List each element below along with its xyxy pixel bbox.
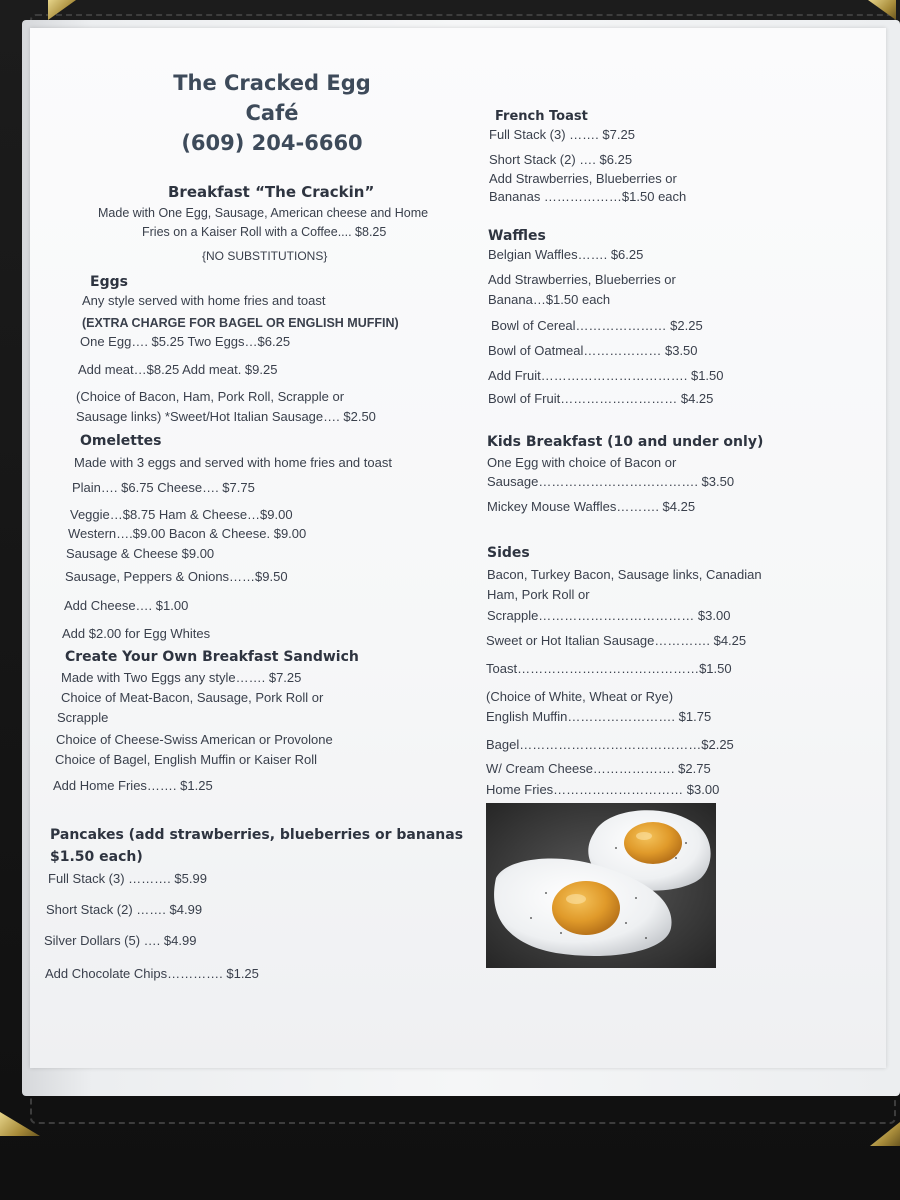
omelettes-line-3: Veggie…$8.75 Ham & Cheese…$9.00	[70, 507, 293, 522]
waffles-line-1: Belgian Waffles……. $6.25	[488, 247, 644, 262]
french-toast-heading: French Toast	[495, 109, 588, 124]
sandwich-heading: Create Your Own Breakfast Sandwich	[65, 649, 359, 665]
fried-eggs-photo	[486, 803, 716, 968]
sides-line-6: (Choice of White, Wheat or Rye)	[486, 689, 674, 704]
sides-line-5: Toast……………………………………$1.50	[486, 661, 732, 676]
omelettes-line-2: Plain…. $6.75 Cheese…. $7.75	[72, 480, 255, 495]
sandwich-line-2: Choice of Meat-Bacon, Sausage, Pork Roll or	[61, 690, 324, 705]
waffles-line-7: Bowl of Fruit……………………… $4.25	[488, 391, 714, 406]
restaurant-name-cafe: Café	[245, 101, 299, 125]
pancakes-line-2: Short Stack (2) ……. $4.99	[46, 902, 203, 917]
sides-line-4: Sweet or Hot Italian Sausage…………. $4.25	[486, 633, 747, 648]
kids-line-2: Sausage………………………………. $3.50	[487, 474, 735, 489]
sides-line-3: Scrapple……………………………… $3.00	[487, 608, 731, 623]
french-toast-line-3: Add Strawberries, Blueberries or	[489, 171, 677, 186]
omelettes-line-8: Add $2.00 for Egg Whites	[62, 626, 211, 641]
crackin-note: {NO SUBSTITUTIONS}	[202, 249, 328, 263]
kids-heading: Kids Breakfast (10 and under only)	[487, 434, 764, 450]
waffles-heading: Waffles	[488, 228, 546, 244]
fried-eggs-illustration	[486, 803, 716, 968]
omelettes-heading: Omelettes	[80, 433, 162, 449]
sandwich-line-3: Scrapple	[57, 710, 109, 725]
french-toast-line-2: Short Stack (2) …. $6.25	[489, 152, 633, 167]
eggs-line-4: Add meat…$8.25 Add meat. $9.25	[78, 362, 278, 377]
eggs-line-5: (Choice of Bacon, Ham, Pork Roll, Scrapple or	[76, 389, 345, 404]
pancakes-line-4: Add Chocolate Chips…………. $1.25	[45, 966, 259, 981]
waffles-line-5: Bowl of Oatmeal……………… $3.50	[488, 343, 698, 358]
waffles-line-4: Bowl of Cereal………………… $2.25	[491, 318, 703, 333]
pancakes-heading: Pancakes (add strawberries, blueberries or bananas	[50, 827, 464, 843]
restaurant-phone: (609) 204-6660	[181, 131, 363, 155]
menu-page	[30, 28, 886, 1068]
sides-line-10: Home Fries………………………… $3.00	[486, 782, 720, 797]
omelettes-line-6: Sausage, Peppers & Onions……$9.50	[65, 569, 288, 584]
waffles-line-6: Add Fruit……………………………. $1.50	[488, 368, 724, 383]
sandwich-line-6: Add Home Fries……. $1.25	[53, 778, 213, 793]
sandwich-line-1: Made with Two Eggs any style……. $7.25	[61, 670, 302, 685]
pancakes-line-3: Silver Dollars (5) …. $4.99	[44, 933, 197, 948]
eggs-line-2: (EXTRA CHARGE FOR BAGEL OR ENGLISH MUFFIN)	[82, 316, 399, 330]
kids-line-3: Mickey Mouse Waffles………. $4.25	[487, 499, 696, 514]
eggs-heading: Eggs	[90, 274, 128, 290]
eggs-line-1: Any style served with home fries and toast	[82, 293, 326, 308]
omelettes-line-4: Western….$9.00 Bacon & Cheese. $9.00	[68, 526, 307, 541]
sandwich-line-5: Choice of Bagel, English Muffin or Kaiser Roll	[55, 752, 318, 767]
omelettes-line-7: Add Cheese…. $1.00	[64, 598, 189, 613]
sides-line-9: W/ Cream Cheese………………. $2.75	[486, 761, 711, 776]
sides-line-2: Ham, Pork Roll or	[487, 587, 590, 602]
omelettes-line-1: Made with 3 eggs and served with home fries and toast	[74, 455, 392, 470]
crackin-heading: Breakfast “The Crackin”	[168, 183, 375, 201]
kids-line-1: One Egg with choice of Bacon or	[487, 455, 677, 470]
crackin-desc-2: Fries on a Kaiser Roll with a Coffee.... $8.25	[142, 225, 387, 239]
french-toast-line-4: Bananas ………………$1.50 each	[489, 189, 687, 204]
eggs-line-6: Sausage links) *Sweet/Hot Italian Sausage…. $2.50	[76, 409, 376, 424]
french-toast-line-1: Full Stack (3) ……. $7.25	[489, 127, 635, 142]
waffles-line-2: Add Strawberries, Blueberries or	[488, 272, 676, 287]
crackin-desc-1: Made with One Egg, Sausage, American cheese and Home	[98, 206, 429, 220]
brass-corner-bottom-right	[870, 1122, 900, 1146]
pancakes-heading-2: $1.50 each)	[50, 849, 143, 865]
sides-heading: Sides	[487, 545, 530, 561]
restaurant-name: The Cracked Egg	[173, 71, 371, 95]
waffles-line-3: Banana…$1.50 each	[488, 292, 611, 307]
sides-line-7: English Muffin……………………. $1.75	[486, 709, 712, 724]
sandwich-line-4: Choice of Cheese-Swiss American or Provolone	[56, 732, 333, 747]
pancakes-line-1: Full Stack (3) ………. $5.99	[48, 871, 207, 886]
sides-line-1: Bacon, Turkey Bacon, Sausage links, Canadian	[487, 567, 762, 582]
eggs-line-3: One Egg…. $5.25 Two Eggs…$6.25	[80, 334, 291, 349]
sides-line-8: Bagel……………………………………$2.25	[486, 737, 734, 752]
omelettes-line-5: Sausage & Cheese $9.00	[66, 546, 215, 561]
